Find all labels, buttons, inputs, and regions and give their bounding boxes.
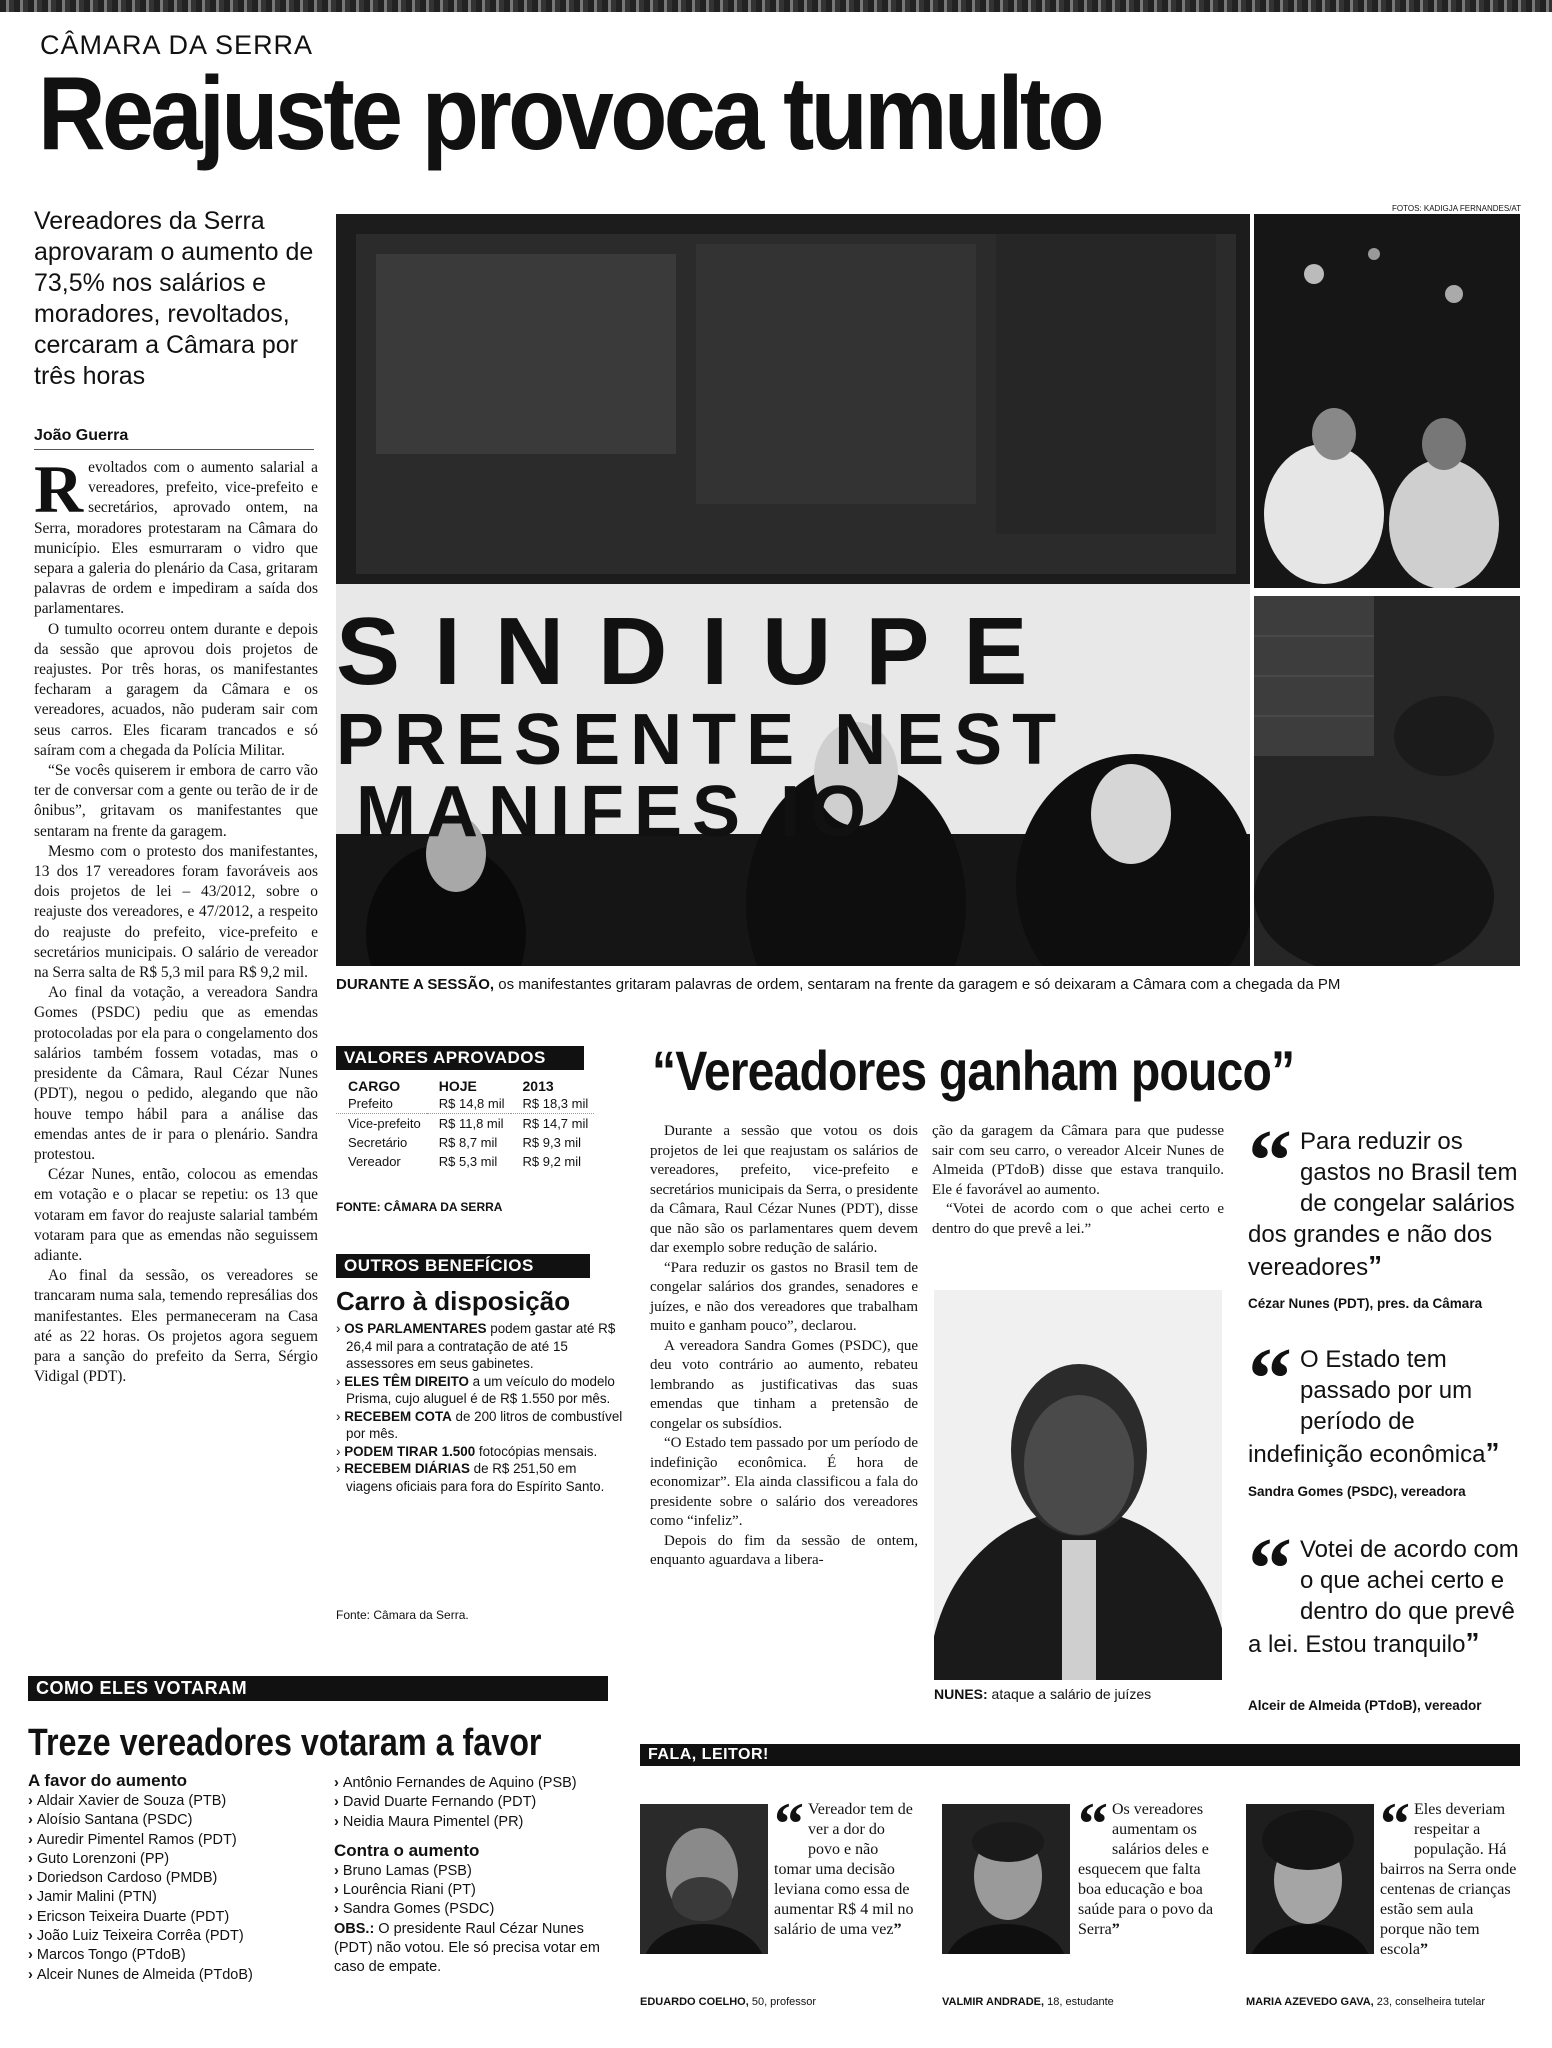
byline-rule bbox=[34, 449, 314, 450]
table-cell: R$ 18,3 mil bbox=[522, 1096, 589, 1111]
benefit-lead: RECEBEM COTA bbox=[344, 1408, 452, 1424]
beneficios-list bbox=[336, 1320, 626, 1495]
pull-quote-text: Votei de acordo com o que achei certo e dentro do que prevê a lei. Estou tranquilo bbox=[1248, 1536, 1519, 1658]
reader-attr-2 bbox=[942, 1996, 1114, 2008]
list-item: › Sandra Gomes (PSDC) bbox=[334, 1900, 624, 1919]
article-p7: Ao final da sessão, os vereadores se trancaram numa sala, temendo represálias dos manifestantes. Eles permaneceram na Casa até as 22 horas. Os projetos agora seguem para a sanção do prefeito da Serra, Sérgio Vidigal (PDT). bbox=[34, 1267, 318, 1386]
beneficios-source: Fonte: Câmara da Serra. bbox=[336, 1608, 469, 1622]
article-p4: Mesmo com o protesto dos manifestantes, 13 dos 17 vereadores foram favoráveis aos dois projetos de lei – 43/2012, sobre o reajuste dos vereadores, e 47/2012, a respeito do reajuste do prefeito, vice-prefeito e secretários municipais. O salário de vereador na Serra salta de R$ 5,3 mil para R$ 9,2 mil. bbox=[34, 842, 318, 982]
table-cell: Secretário bbox=[348, 1135, 408, 1150]
nunes-photo-art bbox=[934, 1290, 1222, 1680]
table-cell: R$ 14,7 mil bbox=[522, 1116, 589, 1131]
pull-quote-1-attr: Cézar Nunes (PDT), pres. da Câmara bbox=[1248, 1296, 1483, 1311]
photo-credit: FOTOS: KADIGJA FERNANDES/AT bbox=[1392, 204, 1522, 213]
reader-photo-3 bbox=[1246, 1804, 1374, 1954]
table-cell: Prefeito bbox=[348, 1096, 393, 1111]
nunes-caption-text: ataque a salário de juízes bbox=[987, 1686, 1152, 1702]
side-photo-top-art bbox=[1254, 214, 1520, 588]
col-b-p1: ção da garagem da Câmara para que pudesse sair com seu carro, o vereador Alceir Nunes de Almeida (PTdoB) disse que estava tranquilo. Ele é favorável ao aumento. bbox=[932, 1123, 1224, 1198]
list-item: › RECEBEM COTA de 200 litros de combustível por mês. bbox=[336, 1408, 623, 1441]
list-item: › Marcos Tongo (PTdoB) bbox=[28, 1946, 328, 1965]
dropcap: R bbox=[34, 451, 84, 527]
article-p1: evoltados com o aumento salarial a vereadores, prefeito, vice-prefeito e secretários, aprovado ontem, na Serra, moradores protestaram na Câmara do município. Eles esmurraram o vidro que separa a galeria do plenário da Casa, gritaram palavras de ordem e impediram a saída dos parlamentares. bbox=[34, 459, 318, 618]
benefit-lead: ELES TÊM DIREITO bbox=[344, 1373, 469, 1389]
reader-attr-3 bbox=[1246, 1996, 1485, 2008]
article-p6: Cézar Nunes, então, colocou as emendas em votação e o placar se repetiu: os 13 que votaram em favor do reajuste salarial também votaram para que as emendas não seguissem adiante. bbox=[34, 1166, 318, 1264]
banner-line-2: PRESENTE NEST bbox=[336, 700, 1067, 780]
list-item: › Aldair Xavier de Souza (PTB) bbox=[28, 1792, 328, 1811]
list-item: › David Duarte Fernando (PDT) bbox=[334, 1793, 624, 1812]
nunes-caption bbox=[934, 1686, 1151, 1702]
pull-quote-1 bbox=[1248, 1113, 1520, 1283]
list-item: › Auredir Pimentel Ramos (PDT) bbox=[28, 1831, 328, 1850]
scan-top-strip bbox=[0, 0, 1552, 12]
list-item: › Antônio Fernandes de Aquino (PSB) bbox=[334, 1774, 624, 1793]
fala-box-header: FALA, LEITOR! bbox=[640, 1744, 1520, 1766]
table-cell: R$ 5,3 mil bbox=[438, 1154, 498, 1169]
pull-quote-text: O Estado tem passado por um período de indefinição econômica bbox=[1248, 1346, 1486, 1468]
reader-quote-text: Eles deveriam respeitar a população. Há bairros na Serra onde centenas de crianças estão sem aula porque não tem escola bbox=[1380, 1801, 1517, 1958]
benefit-lead: RECEBEM DIÁRIAS bbox=[344, 1461, 470, 1476]
favor-list bbox=[28, 1770, 328, 1985]
list-item: › Guto Lorenzoni (PP) bbox=[28, 1850, 328, 1869]
pull-quote-2-attr: Sandra Gomes (PSDC), vereadora bbox=[1248, 1484, 1466, 1499]
nunes-caption-lead: NUNES: bbox=[934, 1686, 988, 1702]
article-p5: Ao final da votação, a vereadora Sandra Gomes (PSDC) pediu que as emendas protocoladas por ela para o congelamento dos salários também fossem votadas, mas o presidente da Câmara, Raul Cézar Nunes (PDT), negou o pedido, alegando que não houve tempo hábil para a análise das emendas antes de ir para o plenário. Sandra protestou. bbox=[34, 984, 318, 1163]
col-a-p3: A vereadora Sandra Gomes (PSDC), que deu voto contrário ao aumento, rebateu lembrando as justificativas das suas emendas que tinham a pretensão de congelar os subsídios. bbox=[650, 1337, 918, 1432]
list-item: › ELES TÊM DIREITO a um veículo do modelo Prisma, cujo aluguel é de R$ 1.550 por mês. bbox=[336, 1373, 615, 1406]
caption-text: os manifestantes gritaram palavras de ordem, sentaram na frente da garagem e só deixaram a Câmara com a chegada da PM bbox=[494, 976, 1341, 993]
valores-box-header: VALORES APROVADOS bbox=[336, 1046, 584, 1070]
list-item: › PODEM TIRAR 1.500 fotocópias mensais. bbox=[336, 1443, 598, 1459]
article-p3: “Se vocês quiserem ir embora de carro vão ter de conversar com a gente ou terão de ir de ônibus”, gritavam os manifestantes que sentaram na frente da garagem. bbox=[34, 762, 318, 840]
main-photo-caption bbox=[336, 976, 1516, 993]
close-quote-icon: ” bbox=[1419, 1941, 1428, 1958]
open-quote-icon: “ bbox=[1380, 1791, 1410, 1857]
benefit-text: de R$ 251,50 em viagens oficiais para fora do Espírito Santo. bbox=[346, 1461, 605, 1494]
list-item: › Bruno Lamas (PSB) bbox=[334, 1862, 624, 1881]
quote-headline: “Vereadores ganham pouco” bbox=[652, 1039, 1295, 1102]
favor-list-2 bbox=[334, 1774, 624, 1978]
reader-photo-3-art bbox=[1246, 1804, 1374, 1954]
col-a-p4: “O Estado tem passado por um período de indefinição econômica. É hora de economizar”. Ela ainda classificou a fala do presidente sobre o salário dos vereadores como “infeliz”. bbox=[650, 1435, 918, 1529]
table-row bbox=[336, 1133, 594, 1152]
table-row bbox=[336, 1114, 594, 1134]
list-item: › Neidia Maura Pimentel (PR) bbox=[334, 1813, 624, 1832]
reader-info: 50, professor bbox=[748, 1996, 817, 2008]
nunes-photo bbox=[934, 1290, 1222, 1680]
reader-name: VALMIR ANDRADE, bbox=[942, 1996, 1045, 2008]
valores-source: FONTE: CÂMARA DA SERRA bbox=[336, 1200, 503, 1214]
main-photo bbox=[336, 214, 1250, 966]
reader-attr-1 bbox=[640, 1996, 816, 2008]
obs-lead: OBS.: bbox=[334, 1920, 375, 1937]
favor-heading: A favor do aumento bbox=[28, 1771, 187, 1790]
beneficios-title: Carro à disposição bbox=[336, 1286, 571, 1316]
reader-name: EDUARDO COELHO, bbox=[640, 1996, 749, 2008]
valores-col-cargo: CARGO bbox=[348, 1078, 401, 1094]
caption-lead: DURANTE A SESSÃO, bbox=[336, 976, 495, 993]
reader-quote-text: Os vereadores aumentam os salários deles e esquecem que falta boa educação e boa saúde para o povo da Serra bbox=[1078, 1801, 1214, 1938]
byline: João Guerra bbox=[34, 427, 129, 444]
story-column-a bbox=[650, 1122, 918, 1571]
pull-quote-3-attr: Alceir de Almeida (PTdoB), vereador bbox=[1248, 1698, 1482, 1713]
close-quote-icon: ” bbox=[1485, 1437, 1500, 1468]
open-quote-icon: “ bbox=[1248, 1113, 1292, 1210]
reader-quote-text: Vereador tem de ver a dor do povo e não tomar uma decisão leviana como essa de aumentar R$ 4 mil no salário de uma vez bbox=[774, 1801, 914, 1938]
list-item: › Lourência Riani (PT) bbox=[334, 1881, 624, 1900]
article-p2: O tumulto ocorreu ontem durante e depois da sessão que aprovou dois projetos de reajustes. Por três horas, os manifestantes fecharam a garagem da Câmara e os vereadores, acuados, não puderam sair com seus carros. Eles ficaram trancados e só saíram com a chegada da Polícia Militar. bbox=[34, 620, 318, 759]
table-row bbox=[336, 1094, 594, 1114]
reader-quote-2 bbox=[1078, 1791, 1218, 1940]
benefit-text: de 200 litros de combustível por mês. bbox=[346, 1408, 623, 1441]
table-cell: Vice-prefeito bbox=[348, 1116, 421, 1131]
table-cell: R$ 9,2 mil bbox=[522, 1154, 582, 1169]
valores-table-wrap bbox=[336, 1078, 636, 1171]
table-cell: R$ 9,3 mil bbox=[522, 1135, 582, 1150]
side-photo-top bbox=[1254, 214, 1520, 588]
story-column-b bbox=[932, 1122, 1224, 1239]
article-body bbox=[34, 451, 318, 1387]
table-cell: R$ 8,7 mil bbox=[438, 1135, 498, 1150]
col-a-p1: Durante a sessão que votou os dois projetos de lei que reajustam os salários de vereadores, prefeito, vice-prefeito e secretários municipais da Serra, o presidente da Câmara, Raul Cézar Nunes (PDT), disse que não são os parlamentares quem devem dar exemplo sobre redução de salário. bbox=[650, 1123, 918, 1256]
open-quote-icon: “ bbox=[1078, 1791, 1108, 1857]
deck: Vereadores da Serra aprovaram o aumento de 73,5% nos salários e moradores, revoltados, cercaram a Câmara por três horas bbox=[34, 207, 314, 390]
list-item: › RECEBEM DIÁRIAS de R$ 251,50 em viagens oficiais para fora do Espírito Santo. bbox=[336, 1461, 605, 1494]
list-item: › Jamir Malini (PTN) bbox=[28, 1888, 328, 1907]
list-item: › João Luiz Teixeira Corrêa (PDT) bbox=[28, 1927, 328, 1946]
main-photo-art bbox=[336, 214, 1250, 966]
valores-table bbox=[336, 1078, 594, 1171]
open-quote-icon: “ bbox=[1248, 1521, 1292, 1618]
list-item: › Doriedson Cardoso (PMDB) bbox=[28, 1869, 328, 1888]
reader-photo-2-art bbox=[942, 1804, 1070, 1954]
votaram-obs bbox=[334, 1920, 624, 1978]
beneficios-box-header: OUTROS BENEFÍCIOS bbox=[336, 1254, 590, 1278]
pull-quote-3 bbox=[1248, 1521, 1520, 1660]
side-photo-bottom-art bbox=[1254, 596, 1520, 966]
votaram-box-header: COMO ELES VOTARAM bbox=[28, 1676, 608, 1701]
benefit-lead: OS PARLAMENTARES bbox=[344, 1321, 487, 1336]
table-cell: R$ 11,8 mil bbox=[438, 1116, 504, 1131]
benefit-text: a um veículo do modelo Prisma, cujo aluguel é de R$ 1.550 por mês. bbox=[346, 1373, 615, 1406]
open-quote-icon: “ bbox=[1248, 1331, 1292, 1428]
table-cell: R$ 14,8 mil bbox=[438, 1096, 505, 1111]
contra-heading: Contra o aumento bbox=[334, 1840, 480, 1860]
reader-quote-3 bbox=[1380, 1791, 1520, 1960]
valores-col-hoje: HOJE bbox=[438, 1078, 477, 1094]
benefit-text: fotocópias mensais. bbox=[475, 1443, 598, 1459]
reader-name: MARIA AZEVEDO GAVA, bbox=[1246, 1996, 1374, 2008]
headline: Reajuste provoca tumulto bbox=[38, 56, 1101, 172]
list-item: › Ericson Teixeira Duarte (PDT) bbox=[28, 1908, 328, 1927]
table-cell: Vereador bbox=[348, 1154, 401, 1169]
reader-photo-1 bbox=[640, 1804, 768, 1954]
close-quote-icon: ” bbox=[1111, 1921, 1120, 1938]
list-item: › Alceir Nunes de Almeida (PTdoB) bbox=[28, 1966, 328, 1985]
banner-line-1: SINDIUPE bbox=[336, 598, 1062, 705]
section-kicker: CÂMARA DA SERRA bbox=[40, 30, 314, 60]
close-quote-icon: ” bbox=[893, 1921, 902, 1938]
col-a-p2: “Para reduzir os gastos no Brasil tem de congelar salários dos grandes, senadores e juízes, e não dos vereadores que trabalham muito e ganham pouco”, declarou. bbox=[650, 1259, 918, 1334]
table-row bbox=[336, 1152, 594, 1171]
votaram-title: Treze vereadores votaram a favor bbox=[28, 1722, 542, 1764]
obs-text: O presidente Raul Cézar Nunes (PDT) não votou. Ele só precisa votar em caso de empate. bbox=[334, 1920, 600, 1976]
reader-photo-2 bbox=[942, 1804, 1070, 1954]
reader-photo-1-art bbox=[640, 1804, 768, 1954]
side-photo-bottom bbox=[1254, 596, 1520, 966]
list-item: › Aloísio Santana (PSDC) bbox=[28, 1811, 328, 1830]
col-b-p2: “Votei de acordo com o que achei certo e dentro do que prevê a lei.” bbox=[932, 1201, 1224, 1237]
valores-header-row bbox=[336, 1078, 594, 1094]
banner-line-3: MANIFES IO bbox=[356, 772, 877, 852]
open-quote-icon: “ bbox=[774, 1791, 804, 1857]
col-a-p5: Depois do fim da sessão de ontem, enquanto aguardava a libera- bbox=[650, 1532, 918, 1568]
list-item: › OS PARLAMENTARES podem gastar até R$ 26,4 mil para a contratação de até 15 assessores em seus gabinetes. bbox=[336, 1321, 616, 1371]
close-quote-icon: ” bbox=[1368, 1250, 1383, 1281]
close-quote-icon: ” bbox=[1465, 1627, 1480, 1658]
benefit-text: podem gastar até R$ 26,4 mil para a contratação de até 15 assessores em seus gabinetes. bbox=[346, 1321, 616, 1371]
reader-info: 23, conselheira tutelar bbox=[1373, 1996, 1486, 2008]
valores-col-2013: 2013 bbox=[522, 1078, 554, 1094]
pull-quote-text: Para reduzir os gastos no Brasil tem de congelar salários dos grandes e não dos vereadores bbox=[1248, 1128, 1518, 1281]
reader-info: 18, estudante bbox=[1044, 1996, 1114, 2008]
reader-quote-1 bbox=[774, 1791, 916, 1940]
benefit-lead: PODEM TIRAR 1.500 bbox=[344, 1443, 476, 1459]
pull-quote-2 bbox=[1248, 1331, 1520, 1470]
